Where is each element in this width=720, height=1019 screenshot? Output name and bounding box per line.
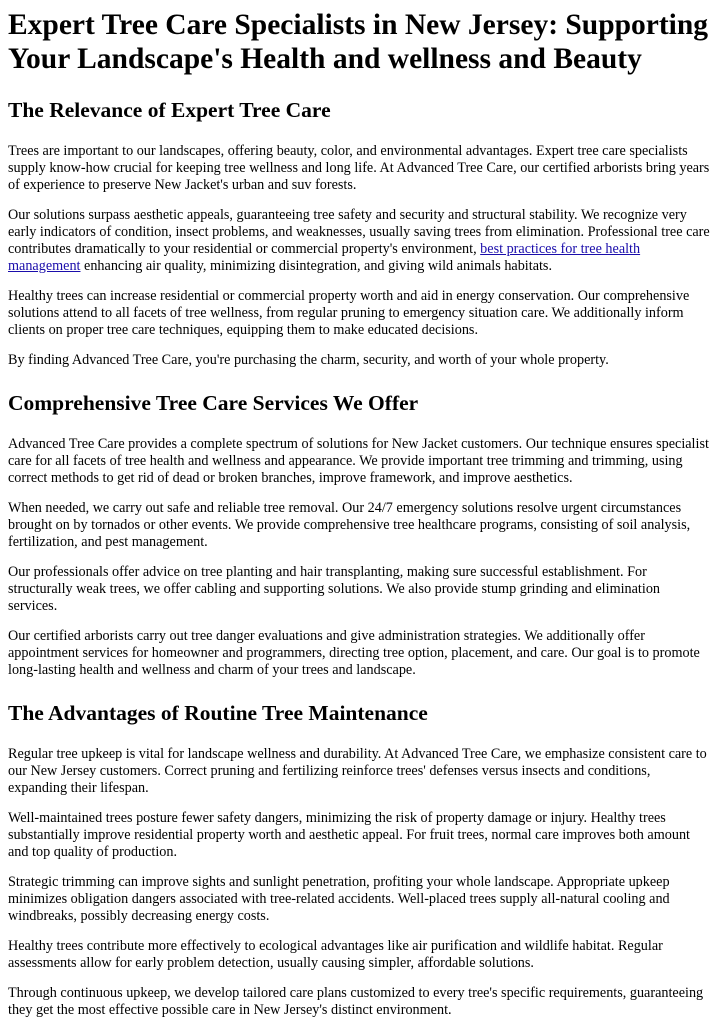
- paragraph: Trees are important to our landscapes, offering beauty, color, and environmental advantages. Expert tree care specialists supply know-how crucial for keeping tree wellness and long life. At Advanced Tree Care, our certified arborists bring years of experience to preserve New Jacket's urban and suv forests.: [8, 143, 710, 193]
- paragraph: Advanced Tree Care provides a complete spectrum of solutions for New Jacket customers. Our technique ensures specialist care for all facets of tree health and wellness and appearance. We provide important tree trimming and trimming, using correct methods to get rid of dead or broken branches, improve framework, and improve aesthetics.: [8, 436, 709, 486]
- paragraph: When needed, we carry out safe and reliable tree removal. Our 24/7 emergency solutions resolve urgent circumstances brought on by tornados or other events. We provide comprehensive tree healthcare programs, consisting of soil analysis, fertilization, and pest management.: [8, 500, 691, 550]
- paragraph: Healthy trees can increase residential or commercial property worth and aid in energy conservation. Our comprehensive solutions attend to all facets of tree wellness, from regular pruning to emergency situation care. We additionally inform clients on proper tree care techniques, equipping them to make educated decisions.: [8, 288, 690, 338]
- paragraph-text: Our solutions surpass aesthetic appeals, guaranteeing tree safety and security and structural stability. We recognize very early indicators of condition, insect problems, and weaknesses, usually saving trees from elimination. Professional tree care contributes dramatically to your residential or commercial property's environment,: [8, 207, 710, 257]
- paragraph: Healthy trees contribute more effectively to ecological advantages like air purification and wildlife habitat. Regular assessments allow for early problem detection, usually causing simpler, affordable solutions.: [8, 938, 663, 971]
- section-heading: Comprehensive Tree Care Services We Offer: [8, 391, 419, 415]
- paragraph: Through continuous upkeep, we develop tailored care plans customized to every tree's specific requirements, guaranteeing they get the most effective possible care in New Jersey's distinct environment.: [8, 985, 704, 1018]
- paragraph: Strategic trimming can improve sights and sunlight penetration, profiting your whole landscape. Appropriate upkeep minimizes obligation dangers associated with tree-related accidents. Well-placed trees supply all-natural cooling and windbreaks, possibly decreasing energy costs.: [8, 874, 670, 924]
- section-services: [8, 390, 712, 679]
- section-heading: The Advantages of Routine Tree Maintenance: [8, 701, 428, 725]
- section-heading: The Relevance of Expert Tree Care: [8, 98, 331, 122]
- paragraph: Regular tree upkeep is vital for landscape wellness and durability. At Advanced Tree Care, we emphasize consistent care to our New Jersey customers. Correct pruning and fertilizing reinforce trees' defenses versus insects and conditions, expanding their lifespan.: [8, 746, 707, 796]
- paragraph-text: enhancing air quality, minimizing disintegration, and giving wild animals habitats.: [80, 258, 552, 274]
- section-relevance: [8, 97, 712, 369]
- paragraph: Our certified arborists carry out tree danger evaluations and give administration strategies. We additionally offer appointment services for homeowner and programmers, directing tree option, placement, and care. Our goal is to promote long-lasting health and wellness and charm of your trees and landscape.: [8, 628, 700, 678]
- page-title: Expert Tree Care Specialists in New Jersey: Supporting Your Landscape's Health and wellness and Beauty: [8, 9, 709, 75]
- paragraph: By finding Advanced Tree Care, you're purchasing the charm, security, and worth of your whole property.: [8, 352, 609, 368]
- section-maintenance: [8, 700, 712, 1019]
- best-practices-link[interactable]: best practices for tree health management: [8, 241, 641, 274]
- paragraph: Our professionals offer advice on tree planting and hair transplanting, making sure successful establishment. For structurally weak trees, we offer cabling and supporting solutions. We also provide stump grinding and elimination services.: [8, 564, 661, 614]
- paragraph: [8, 207, 712, 275]
- paragraph: Well-maintained trees posture fewer safety dangers, minimizing the risk of property damage or injury. Healthy trees substantially improve residential property worth and aesthetic appeal. For fruit trees, normal care improves both amount and top quality of production.: [8, 810, 690, 860]
